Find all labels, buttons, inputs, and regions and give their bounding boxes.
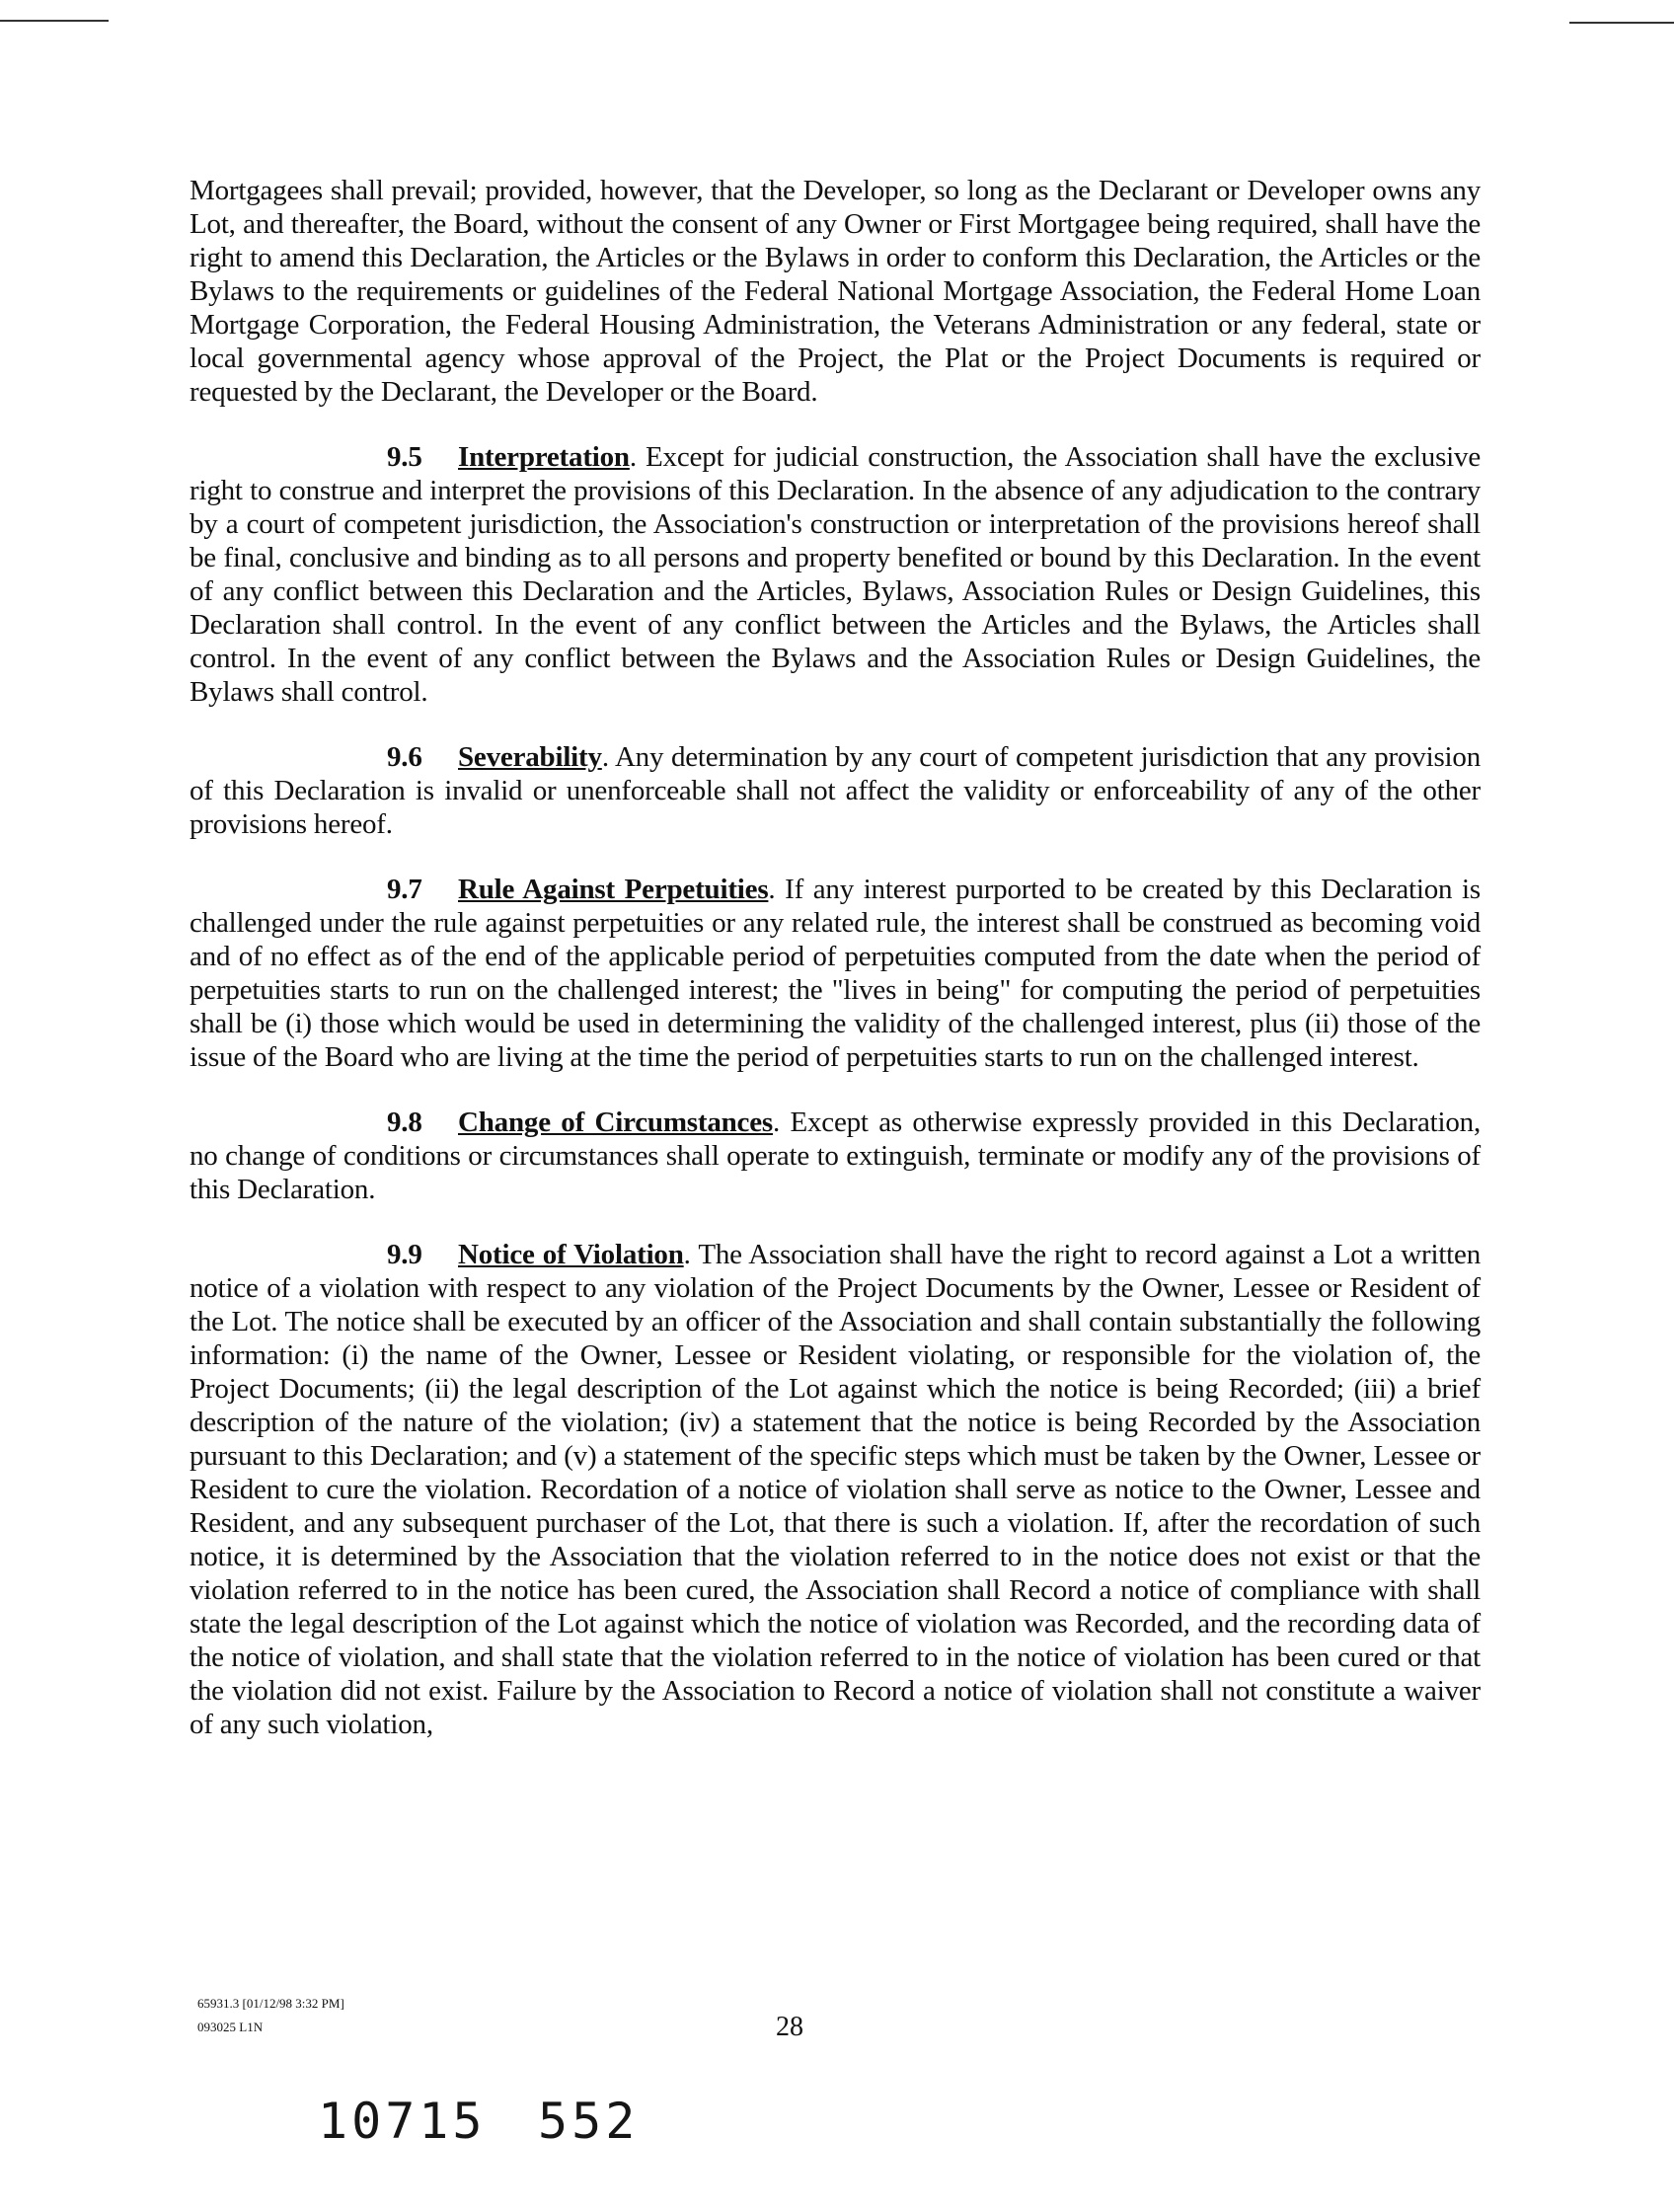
footer-doc-info (197, 1992, 344, 2039)
recording-stamp-page: 552 (538, 2093, 640, 2150)
section-heading: Notice of Violation (458, 1239, 684, 1270)
scan-edge-mark-right (1569, 22, 1674, 24)
section-text: The Association shall have the right to record against a Lot a written notice of a violation with respect to any violation of the Project Documents by the Owner, Lessee or Resident of the Lot. The notice shall be executed by an officer of the Association and shall contain substantially the following information: (i) the name of the Owner, Lessee or Resident violating, or responsible for the violation of, the Project Documents; (ii) the legal description of the Lot against which the notice is being Recorded; (iii) a brief description of the nature of the violation; (iv) a statement that the notice is being Recorded by the Association pursuant to this Declaration; and (v) a statement of the specific steps which must be taken by the Owner, Lessee or Resident to cure the violation. Recordation of a notice of violation shall serve as notice to the Owner, Lessee and Resident, and any subsequent purchaser of the Lot, that there is such a violation. If, after the recordation of such notice, it is determined by the Association that the violation referred to in the notice does not exist or that the violation referred to in the notice has been cured, the Association shall Record a notice of compliance with shall state the legal description of the Lot against which the notice of violation was Recorded, and the recording data of the notice of violation, and shall state that the violation referred to in the notice of violation has been cured or that the violation did not exist. Failure by the Association to Record a notice of violation shall not constitute a waiver of any such violation, (190, 1239, 1482, 1740)
section-text: If any interest purported to be created by this Declaration is challenged under the rule against perpetuities or any related rule, the interest shall be construed as becoming void and of no effect as of the end of the applicable period of perpetuities computed from the date when the period of perpetuities starts to run on the challenged interest; the "lives in being" for computing the period of perpetuities shall be (i) those which would be used in determining the validity of the challenged interest, plus (ii) those of the issue of the Board who are living at the time the period of perpetuities starts to run on the challenged interest. (190, 874, 1481, 1073)
footer-file-code: 093025 L1N (197, 2020, 264, 2034)
section-number: 9.5 (387, 441, 422, 473)
section-heading: Change of Circumstances (458, 1106, 773, 1138)
document-body (190, 174, 1481, 1773)
section-number: 9.7 (387, 874, 422, 905)
section-9-5: 9.5 Interpretation. Except for judicial construction, the Association shall have the exclusive right to construe and interpret the provisions of this Declaration. In the absence of any adjudication to the contrary by a court of competent jurisdiction, the Association's construction or interpretation of the provisions hereof shall be final, conclusive and binding as to all persons and property benefited or bound by this Declaration. In the event of any conflict between this Declaration and the Articles, Bylaws, Association Rules or Design Guidelines, this Declaration shall control. In the event of any conflict between the Articles and the Bylaws, the Articles shall control. In the event of any conflict between the Bylaws and the Association Rules or Design Guidelines, the Bylaws shall control. (190, 441, 1481, 708)
section-heading: Severability (458, 741, 602, 773)
section-number: 9.8 (387, 1106, 422, 1138)
section-9-6: 9.6 Severability. Any determination by any court of competent jurisdiction that any provision of this Declaration is invalid or unenforceable shall not affect the validity or enforceability of any of the other provisions hereof. (190, 741, 1482, 840)
section-9-7: 9.7 Rule Against Perpetuities. If any interest purported to be created by this Declaration is challenged under the rule against perpetuities or any related rule, the interest shall be construed as becoming void and of no effect as of the end of the applicable period of perpetuities computed from the date when the period of perpetuities starts to run on the challenged interest; the "lives in being" for computing the period of perpetuities shall be (i) those which would be used in determining the validity of the challenged interest, plus (ii) those of the issue of the Board who are living at the time the period of perpetuities starts to run on the challenged interest. (190, 874, 1481, 1073)
section-heading: Interpretation (458, 441, 630, 473)
section-text: Except as otherwise expressly provided in this Declaration, no change of conditions or circumstances shall operate to extinguish, terminate or modify any of the provisions of this Declaration. (190, 1106, 1482, 1205)
recording-stamp-book: 10715 (318, 2093, 487, 2150)
section-9-9: 9.9 Notice of Violation. The Association shall have the right to record against a Lot a written notice of a violation with respect to any violation of the Project Documents by the Owner, Lessee or Resident of the Lot. The notice shall be executed by an officer of the Association and shall contain substantially the following information: (i) the name of the Owner, Lessee or Resident violating, or responsible for the violation of, the Project Documents; (ii) the legal description of the Lot against which the notice is being Recorded; (iii) a brief description of the nature of the violation; (iv) a statement that the notice is being Recorded by the Association pursuant to this Declaration; and (v) a statement of the specific steps which must be taken by the Owner, Lessee or Resident to cure the violation. Recordation of a notice of violation shall serve as notice to the Owner, Lessee and Resident, and any subsequent purchaser of the Lot, that there is such a violation. If, after the recordation of such notice, it is determined by the Association that the violation referred to in the notice does not exist or that the violation referred to in the notice has been cured, the Association shall Record a notice of compliance with shall state the legal description of the Lot against which the notice of violation was Recorded, and the recording data of the notice of violation, and shall state that the violation referred to in the notice of violation has been cured or that the violation did not exist. Failure by the Association to Record a notice of violation shall not constitute a waiver of any such violation, (190, 1239, 1482, 1740)
section-9-8: 9.8 Change of Circumstances. Except as otherwise expressly provided in this Declaration, no change of conditions or circumstances shall operate to extinguish, terminate or modify any of the provisions of this Declaration. (190, 1106, 1482, 1205)
section-number: 9.6 (387, 741, 422, 773)
section-heading: Rule Against Perpetuities (458, 874, 769, 905)
section-text: Any determination by any court of competent jurisdiction that any provision of this Declaration is invalid or unenforceable shall not affect the validity or enforceability of any of the other provisions hereof. (190, 741, 1482, 840)
section-number: 9.9 (387, 1239, 422, 1270)
page-number: 28 (776, 2012, 803, 2042)
section-text: Except for judicial construction, the Association shall have the exclusive right to construe and interpret the provisions of this Declaration. In the absence of any adjudication to the contrary by a court of competent jurisdiction, the Association's construction or interpretation of the provisions hereof shall be final, conclusive and binding as to all persons and property benefited or bound by this Declaration. In the event of any conflict between this Declaration and the Articles, Bylaws, Association Rules or Design Guidelines, this Declaration shall control. In the event of any conflict between the Articles and the Bylaws, the Articles shall control. In the event of any conflict between the Bylaws and the Association Rules or Design Guidelines, the Bylaws shall control. (190, 441, 1481, 708)
scan-edge-mark-left (0, 20, 109, 22)
opening-paragraph: Mortgagees shall prevail; provided, however, that the Developer, so long as the Declarant or Developer owns any Lot, and thereafter, the Board, without the consent of any Owner or First Mortgagee being required, shall have the right to amend this Declaration, the Articles or the Bylaws in order to conform this Declaration, the Articles or the Bylaws to the requirements or guidelines of the Federal National Mortgage Association, the Federal Home Loan Mortgage Corporation, the Federal Housing Administration, the Veterans Administration or any federal, state or local governmental agency whose approval of the Project, the Plat or the Project Documents is required or requested by the Declarant, the Developer or the Board. (190, 175, 1481, 408)
footer-doc-id: 65931.3 [01/12/98 3:32 PM] (197, 1996, 344, 2011)
